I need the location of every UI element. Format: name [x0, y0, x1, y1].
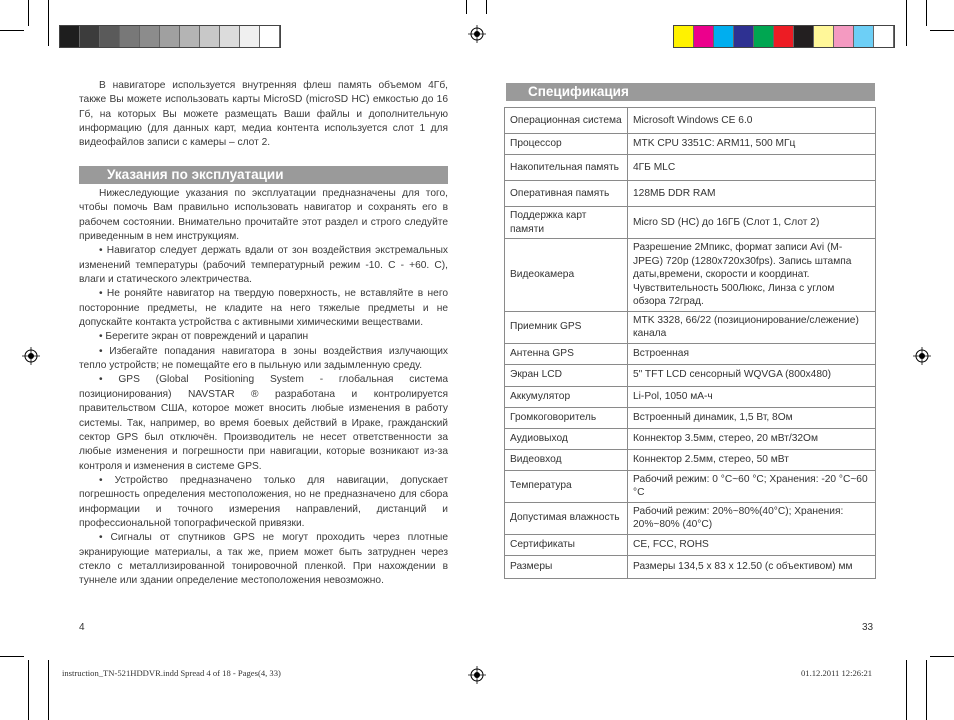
bullet-item: • Берегите экран от повреждений и царапин [99, 331, 309, 343]
calibration-swatch [120, 26, 140, 47]
spec-row [505, 470, 876, 502]
crop-mark [48, 660, 49, 720]
crop-mark [0, 30, 24, 31]
spec-key: Поддержка карт памяти [505, 207, 628, 239]
spec-key: Процессор [505, 134, 628, 155]
spec-row [505, 407, 876, 428]
crop-mark [930, 656, 954, 657]
crop-mark [0, 656, 24, 657]
spec-row [505, 108, 876, 134]
spec-value: Встроенный динамик, 1,5 Вт, 8Ом [628, 407, 876, 428]
calibration-swatch [814, 26, 834, 47]
calibration-swatch [80, 26, 100, 47]
spec-key: Аккумулятор [505, 386, 628, 407]
calibration-swatch [140, 26, 160, 47]
calibration-swatch [260, 26, 280, 47]
spec-table-body [505, 108, 876, 579]
spec-value: 4ГБ MLC [628, 155, 876, 181]
crop-mark [28, 0, 29, 26]
spec-row [505, 239, 876, 312]
spec-row [505, 364, 876, 386]
calibration-swatch [834, 26, 854, 47]
spec-row [505, 428, 876, 449]
spec-key: Приемник GPS [505, 311, 628, 343]
spec-value: Microsoft Windows CE 6.0 [628, 108, 876, 134]
calibration-swatch [794, 26, 814, 47]
crop-mark [48, 0, 49, 46]
spec-value: 128МБ DDR RAM [628, 181, 876, 207]
spec-value: Разрешение 2Мпикс, формат записи Avi (M-JPEG) 720p (1280x720x30fps). Запись штампа даты,времени, скорости и координат. Чувствительность 500Люкс, Линза с углом обзора 72град. [628, 239, 876, 312]
crop-mark [28, 660, 29, 720]
crop-mark [486, 0, 487, 14]
spec-row [505, 134, 876, 155]
crop-mark [926, 660, 927, 720]
calibration-swatch [100, 26, 120, 47]
calibration-swatch [240, 26, 260, 47]
crop-mark [926, 0, 927, 26]
spec-title: Спецификация [506, 83, 875, 101]
bullet-item: • Навигатор следует держать вдали от зон воздействия экстремальных изменений температуры (рабочий температурный режим -10. С - +60. С), влаги и статического электричества. [79, 245, 448, 286]
bullet-item: • GPS (Global Positioning System - глобальная система позиционирования) NAVSTAR ® разработана и контролируется правительством США, которое может вносить любые изменения в работу системы. Так, например, во время боевых действий в Ираке, гражданский сектор GPS был отключён. Производитель не несет ответственности за любые изменения и погрешности при навигации, которые возникают из-за контроля и изменения в системе GPS. [79, 374, 448, 472]
intro-text: В навигаторе используется внутренняя флеш память объемом 4Гб, также Вы можете использовать карты MicroSD (microSD HC) емкостью до 16 Гб, на которых Вы можете размещать Ваши файлы и дополнительную информацию (для данных карт, медиа контента используется слот 1 для видеофайлов записи с камеры – слот 2. [79, 80, 448, 149]
registration-mark-icon [468, 666, 486, 684]
calibration-swatch [160, 26, 180, 47]
spec-key: Экран LCD [505, 364, 628, 386]
spec-key: Оперативная память [505, 181, 628, 207]
spec-value: Micro SD (HC) до 16ГБ (Слот 1, Слот 2) [628, 207, 876, 239]
calibration-swatch [220, 26, 240, 47]
spec-key: Накопительная память [505, 155, 628, 181]
spec-value: CE, FCC, ROHS [628, 534, 876, 555]
page-number-right: 33 [862, 622, 874, 633]
bullet-item: • Не роняйте навигатор на твердую поверхность, не вставляйте в него посторонние предметы, не кладите на него тяжелые предметы и не допускайте контакта устройства с активными химическими веществами. [79, 288, 448, 329]
crop-mark [466, 0, 467, 14]
calibration-swatch [754, 26, 774, 47]
calibration-swatch [854, 26, 874, 47]
spec-row [505, 386, 876, 407]
spec-row [505, 207, 876, 239]
calibration-swatch [874, 26, 894, 47]
spec-row [505, 343, 876, 364]
crop-mark [906, 0, 907, 46]
spec-value: Встроенная [628, 343, 876, 364]
spec-key: Сертификаты [505, 534, 628, 555]
spec-key: Аудиовыход [505, 428, 628, 449]
intro-paragraph [79, 79, 448, 151]
calibration-swatch [694, 26, 714, 47]
spec-row [505, 502, 876, 534]
spec-row [505, 181, 876, 207]
spec-value: Размеры 134,5 x 83 x 12.50 (с объективом) мм [628, 555, 876, 578]
spec-key: Видеовход [505, 449, 628, 470]
registration-mark-icon [468, 25, 486, 43]
page-number-left: 4 [79, 622, 85, 633]
spec-key: Видеокамера [505, 239, 628, 312]
grayscale-calibration-bar [59, 25, 281, 48]
slug-file-info: instruction_TN-521HDDVR.indd Spread 4 of 18 - Pages(4, 33) [62, 668, 281, 678]
spec-key: Допустимая влажность [505, 502, 628, 534]
spec-key: Антенна GPS [505, 343, 628, 364]
spec-row [505, 534, 876, 555]
calibration-swatch [200, 26, 220, 47]
bullet-item: • Сигналы от спутников GPS не могут проходить через плотные экранирующие материалы, а так же, прием может быть затруднен через стекло с металлизированной тонировочной пленкой. При нахождении в туннеле или здании определение местоположения невозможно. [79, 532, 448, 587]
spec-key: Громкоговоритель [505, 407, 628, 428]
crop-mark [930, 30, 954, 31]
slug-timestamp: 01.12.2011 12:26:21 [801, 668, 873, 678]
spec-row [505, 155, 876, 181]
bullet-item: • Устройство предназначено только для навигации, допускает погрешность определения местоположения, но не предназначено для сбора информации и точного измерения направлений, дистанций и профессиональной топографической привязки. [79, 474, 448, 529]
bullet-item: • Избегайте попадания навигатора в зоны воздействия излучающих тепло устройств; не помещайте его в пыльную или задымленную среду. [79, 345, 448, 372]
spec-row [505, 311, 876, 343]
spec-value: Коннектор 3.5мм, стерео, 20 мВт/32Ом [628, 428, 876, 449]
spec-table [504, 107, 876, 579]
spec-value: Li-Pol, 1050 мА-ч [628, 386, 876, 407]
calibration-swatch [774, 26, 794, 47]
spec-value: Рабочий режим: 0 °C~60 °C; Хранения: -20 °C~60 °C [628, 470, 876, 502]
calibration-swatch [734, 26, 754, 47]
section-title: Указания по эксплуатации [79, 166, 448, 184]
color-calibration-bar [673, 25, 895, 48]
spec-row [505, 555, 876, 578]
operating-instructions [79, 187, 448, 589]
spec-value: MTK 3328, 66/22 (позиционирование/слежение) канала [628, 311, 876, 343]
spec-key: Размеры [505, 555, 628, 578]
calibration-swatch [180, 26, 200, 47]
spec-key: Температура [505, 470, 628, 502]
spec-value: 5" TFT LCD сенсорный WQVGA (800x480) [628, 364, 876, 386]
calibration-swatch [714, 26, 734, 47]
registration-mark-icon [22, 347, 40, 365]
crop-mark [906, 660, 907, 720]
spec-value: Коннектор 2.5мм, стерео, 50 мВт [628, 449, 876, 470]
calibration-swatch [60, 26, 80, 47]
spec-value: Рабочий режим: 20%~80%(40°C); Хранения: 20%~80% (40°C) [628, 502, 876, 534]
registration-mark-icon [913, 347, 931, 365]
paragraph: Нижеследующие указания по эксплуатации предназначены для того, чтобы помочь Вам правильно использовать навигатор и сохранять его в рабочем состоянии. Внимательно прочитайте этот раздел и строго следуйте приведенным в нем инструкциям. [79, 188, 448, 243]
spec-key: Операционная система [505, 108, 628, 134]
calibration-swatch [674, 26, 694, 47]
spec-row [505, 449, 876, 470]
spec-value: MTK CPU 3351C: ARM11, 500 МГц [628, 134, 876, 155]
